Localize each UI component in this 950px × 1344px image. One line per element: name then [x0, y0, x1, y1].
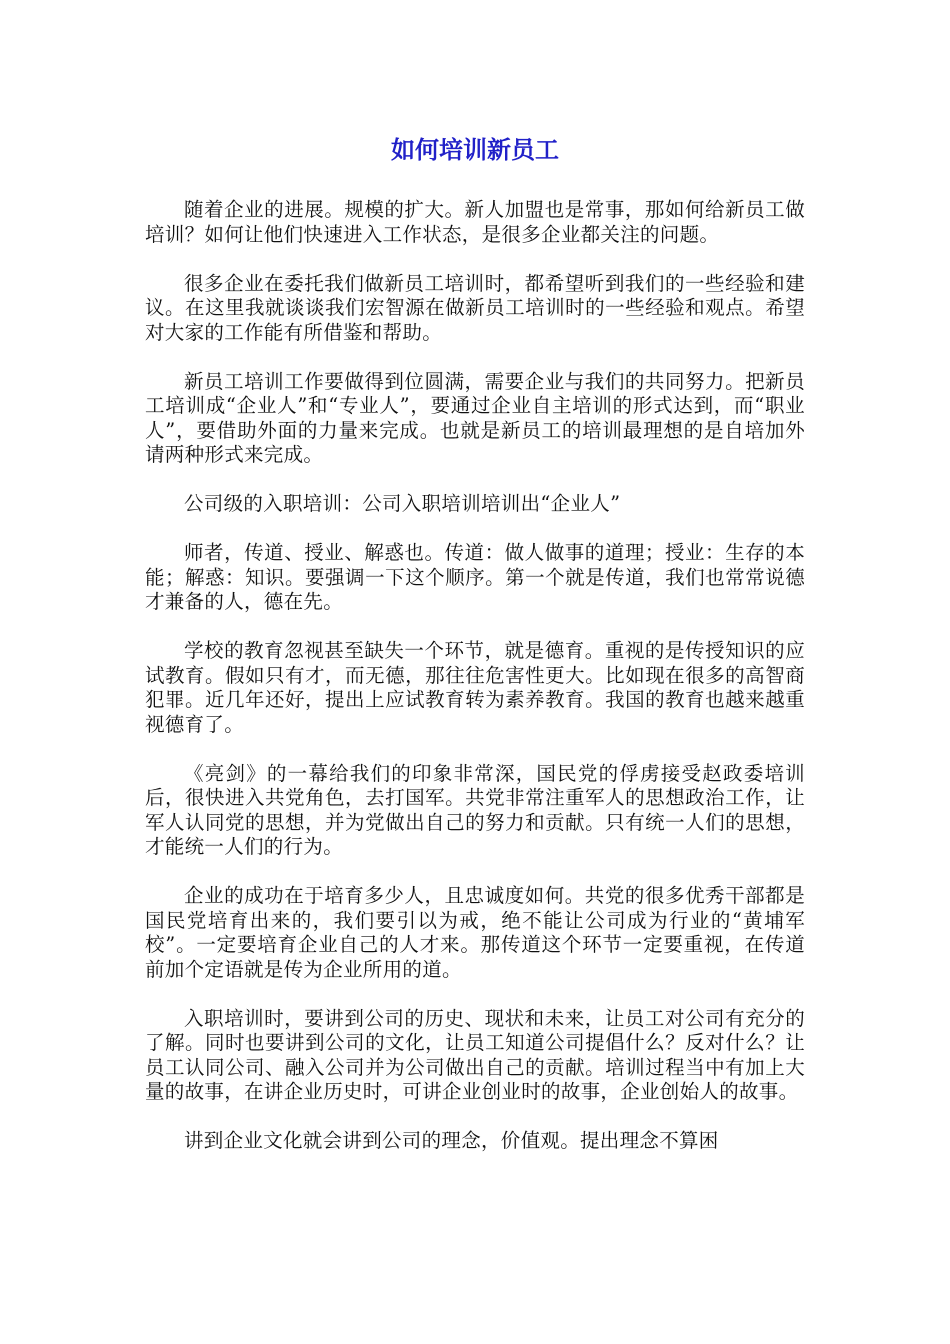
paragraph: 很多企业在委托我们做新员工培训时，都希望听到我们的一些经验和建议。在这里我就谈谈我们宏智源在做新员工培训时的一些经验和观点。希望对大家的工作能有所借鉴和帮助。	[145, 271, 805, 344]
paragraph: 随着企业的进展。规模的扩大。新人加盟也是常事，那如何给新员工做培训？如何让他们快速进入工作状态，是很多企业都关注的问题。	[145, 198, 805, 246]
document-body	[145, 198, 805, 1178]
paragraph: 讲到企业文化就会讲到公司的理念，价值观。提出理念不算困	[184, 1129, 719, 1152]
document-title: 如何培训新员工	[391, 136, 559, 164]
paragraph: 学校的教育忽视甚至缺失一个环节，就是德育。重视的是传授知识的应试教育。假如只有才，而无德，那往往危害性更大。比如现在很多的高智商犯罪。近几年还好，提出上应试教育转为素养教育。我国的教育也越来越重视德育了。	[145, 639, 805, 736]
paragraph: 师者，传道、授业、解惑也。传道：做人做事的道理；授业：生存的本能；解惑：知识。要强调一下这个顺序。第一个就是传道，我们也常常说德才兼备的人，德在先。	[145, 541, 805, 613]
paragraph: 入职培训时，要讲到公司的历史、现状和未来，让员工对公司有充分的了解。同时也要讲到公司的文化，让员工知道公司提倡什么？反对什么？让员工认同公司、融入公司并为公司做出自己的贡献。培训过程当中有加上大量的故事，在讲企业历史时，可讲企业创业时的故事，企业创始人的故事。	[145, 1006, 805, 1103]
paragraph: 新员工培训工作要做得到位圆满，需要企业与我们的共同努力。把新员工培训成“企业人”和“专业人”，要通过企业自主培训的形式达到，而“职业人”，要借助外面的力量来完成。也就是新员工的培训最理想的是自培加外请两种形式来完成。	[145, 369, 805, 466]
paragraph: 《亮剑》的一幕给我们的印象非常深，国民党的俘虏接受赵政委培训后，很快进入共党角色，去打国军。共党非常注重军人的思想政治工作，让军人认同党的思想，并为党做出自己的努力和贡献。只有统一人们的思想，才能统一人们的行为。	[145, 761, 805, 858]
paragraph: 企业的成功在于培育多少人，且忠诚度如何。共党的很多优秀干部都是国民党培育出来的，我们要引以为戒，绝不能让公司成为行业的“黄埔军校”。一定要培育企业自己的人才来。那传道这个环节一定要重视，在传道前加个定语就是传为企业所用的道。	[145, 884, 805, 981]
section-heading: 公司级的入职培训：公司入职培训培训出“企业人”	[184, 492, 621, 515]
